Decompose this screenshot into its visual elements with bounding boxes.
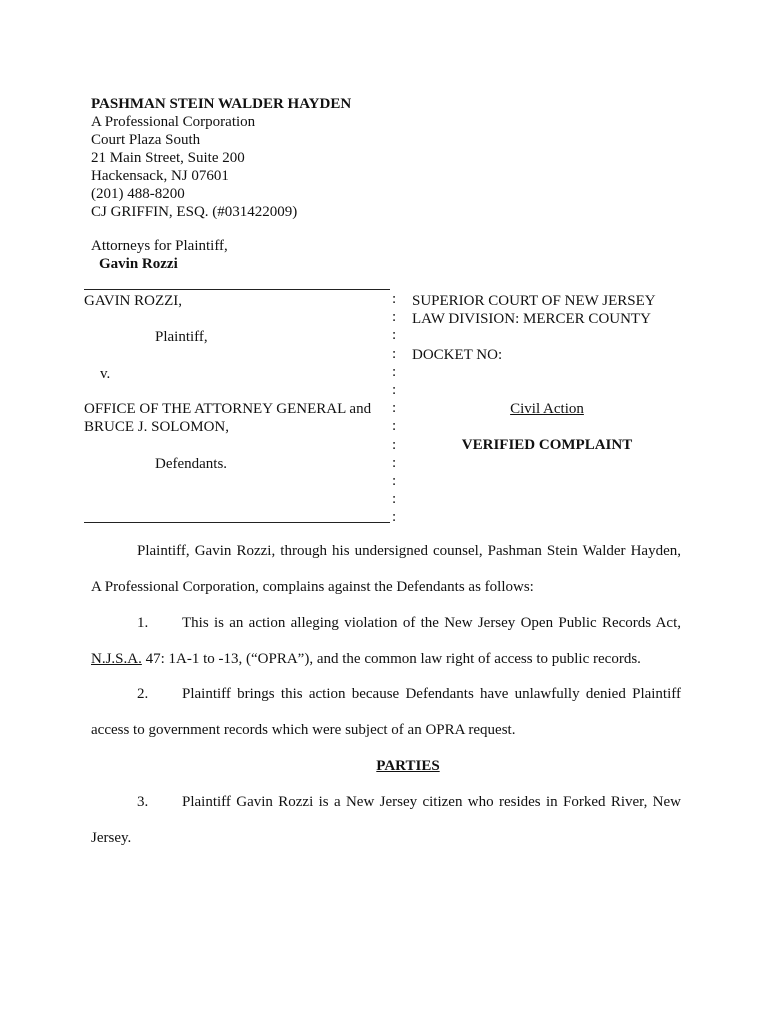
statute-citation: N.J.S.A. [91, 651, 142, 667]
caption-colon: : [392, 345, 397, 362]
caption-colon: : [392, 400, 397, 417]
paragraph-number: 3. [137, 794, 149, 810]
caption-top-rule [84, 289, 390, 290]
caption-colon: : [392, 309, 397, 326]
defendant-line-2: BRUCE J. SOLOMON, [84, 419, 230, 435]
paragraph-2-line-1: Plaintiff brings this action because Defendants have unlawfully denied Plaintiff [182, 686, 681, 702]
paragraph-3-line-2: Jersey. [91, 830, 132, 846]
caption-colon-column [392, 290, 396, 527]
section-heading-parties: PARTIES [376, 758, 440, 774]
caption-colon: : [392, 454, 397, 471]
caption-bottom-rule [84, 522, 390, 523]
firm-block [91, 95, 351, 221]
versus: v. [100, 366, 111, 382]
firm-line: A Professional Corporation [91, 114, 256, 130]
firm-line: Hackensack, NJ 07601 [91, 168, 229, 184]
caption-colon: : [392, 418, 397, 435]
civil-action-label: Civil Action [510, 401, 584, 417]
firm-line: 21 Main Street, Suite 200 [91, 150, 245, 166]
defendant-role: Defendants. [155, 456, 228, 472]
paragraph-1-line-2-rest: 47: 1A-1 to -13, (“OPRA”), and the common law right of access to public records. [141, 651, 641, 667]
defendant-line-1: OFFICE OF THE ATTORNEY GENERAL and [84, 401, 372, 417]
plaintiff-name: GAVIN ROZZI, [84, 293, 183, 309]
docket-number: DOCKET NO: [412, 347, 503, 363]
firm-line: (201) 488-8200 [91, 186, 185, 202]
caption-colon: : [392, 436, 397, 453]
client-name: Gavin Rozzi [99, 256, 178, 272]
caption-colon: : [392, 363, 397, 380]
intro-line-2: A Professional Corporation, complains against the Defendants as follows: [91, 579, 534, 595]
caption-colon: : [392, 382, 397, 399]
attorneys-for-block [91, 237, 228, 273]
caption-colon: : [392, 327, 397, 344]
caption-colon: : [392, 473, 397, 490]
firm-line: CJ GRIFFIN, ESQ. (#031422009) [91, 204, 298, 220]
court-name: SUPERIOR COURT OF NEW JERSEY [412, 293, 656, 309]
document-title: VERIFIED COMPLAINT [461, 437, 633, 453]
paragraph-1-line-2 [91, 650, 641, 668]
firm-name: PASHMAN STEIN WALDER HAYDEN [91, 96, 352, 112]
firm-line: Court Plaza South [91, 132, 201, 148]
paragraph-3-line-1: Plaintiff Gavin Rozzi is a New Jersey citizen who resides in Forked River, New [182, 794, 681, 810]
caption-colon: : [392, 491, 397, 508]
paragraph-1-line-1: This is an action alleging violation of the New Jersey Open Public Records Act, [182, 615, 681, 631]
caption-colon: : [392, 291, 397, 307]
plaintiff-role: Plaintiff, [155, 329, 208, 345]
paragraph-2-line-2: access to government records which were subject of an OPRA request. [91, 722, 516, 738]
paragraph-number: 1. [137, 615, 149, 631]
court-division: LAW DIVISION: MERCER COUNTY [412, 311, 651, 327]
paragraph-number: 2. [137, 686, 149, 702]
caption-colon: : [392, 509, 397, 526]
intro-line-1: Plaintiff, Gavin Rozzi, through his undersigned counsel, Pashman Stein Walder Hayden, [137, 543, 681, 559]
attorneys-for-label: Attorneys for Plaintiff, [91, 238, 228, 254]
